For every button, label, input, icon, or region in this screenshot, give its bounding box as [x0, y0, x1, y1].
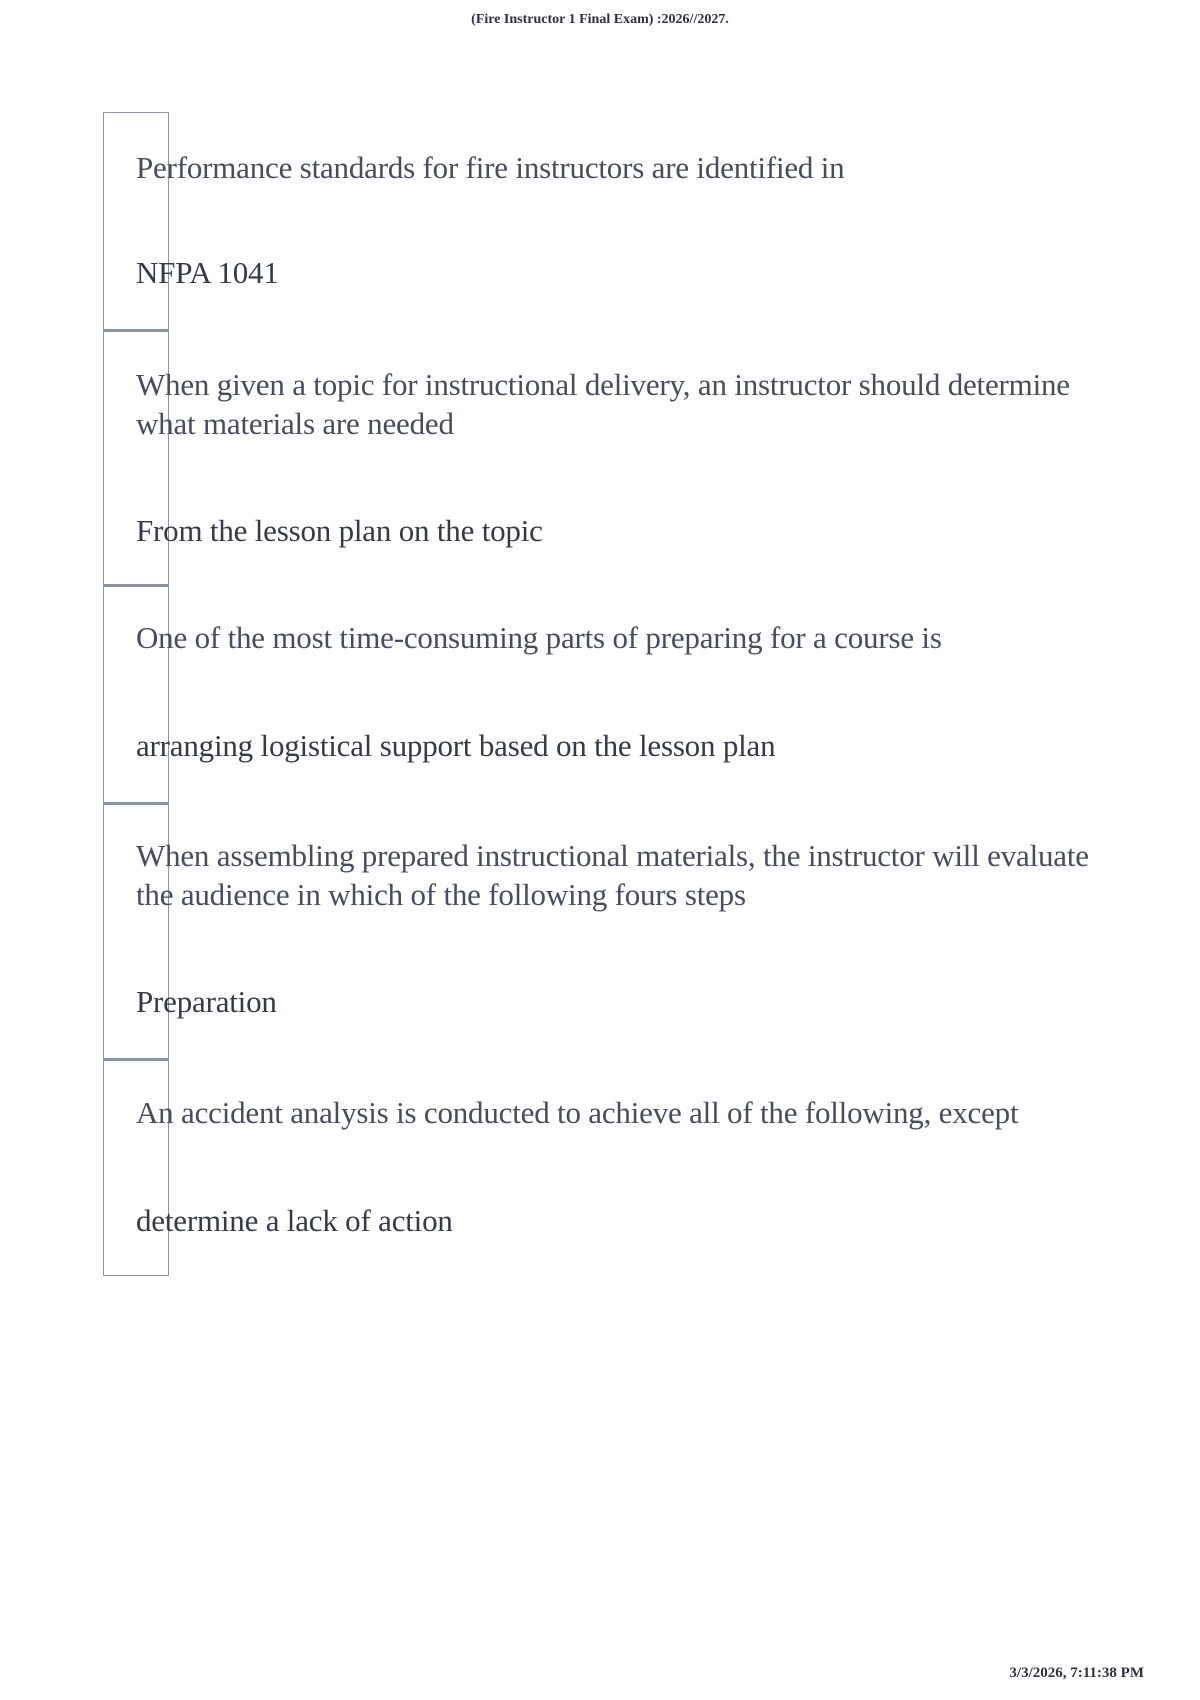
flashcard-term: Performance standards for fire instructors are identified in	[136, 150, 845, 185]
flashcard	[103, 585, 1103, 803]
flashcard	[103, 330, 1103, 585]
flashcard	[103, 1059, 1103, 1276]
flashcard-definition: arranging logistical support based on the lesson plan	[136, 728, 776, 763]
flashcard-list	[103, 112, 1103, 1276]
flashcard-definition: From the lesson plan on the topic	[136, 513, 543, 548]
page-header-title: (Fire Instructor 1 Final Exam) :2026//2027.	[471, 12, 729, 27]
flashcard	[103, 112, 1103, 330]
flashcard	[103, 803, 1103, 1059]
print-timestamp: 3/3/2026, 7:11:38 PM	[1009, 1665, 1144, 1681]
flashcard-definition: Preparation	[136, 984, 277, 1019]
flashcard-definition: NFPA 1041	[136, 255, 279, 290]
flashcard-term: When given a topic for instructional delivery, an instructor should determine what materials are needed	[136, 367, 1070, 441]
flashcard-term: One of the most time-consuming parts of preparing for a course is	[136, 620, 942, 655]
flashcard-definition: determine a lack of action	[136, 1203, 453, 1238]
flashcard-term: An accident analysis is conducted to achieve all of the following, except	[136, 1095, 1019, 1130]
flashcard-term: When assembling prepared instructional materials, the instructor will evaluate the audience in which of the following fours steps	[136, 838, 1089, 912]
